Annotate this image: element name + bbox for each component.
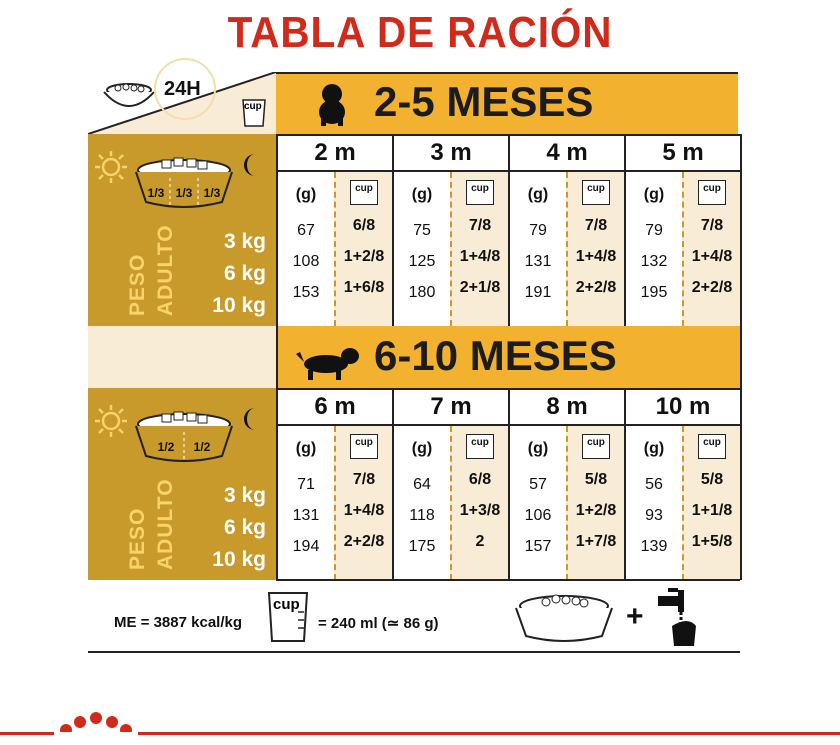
grams-header: (g) <box>643 440 665 457</box>
cup-label: cup <box>273 596 300 613</box>
grams-header: (g) <box>295 186 317 203</box>
cup-cell: 1+4/8 <box>343 502 385 519</box>
weight-axis-label: PESO ADULTO <box>126 478 177 570</box>
month-header-row <box>278 134 740 172</box>
fraction-label: 1/3 <box>175 186 193 200</box>
cup-header-icon <box>452 434 508 459</box>
measuring-cup-icon <box>266 590 310 644</box>
grams-cell: 57 <box>529 476 547 493</box>
month-column <box>278 172 392 326</box>
cup-header-icon <box>568 180 624 205</box>
water-tap-icon <box>654 586 702 655</box>
grams-cell: 131 <box>524 253 552 270</box>
left-spacer-6-10 <box>88 326 276 388</box>
cup-cell: 7/8 <box>700 217 724 234</box>
grams-cell: 106 <box>524 507 552 524</box>
plus-sign: + <box>626 600 644 633</box>
cup-cell: 1+4/8 <box>459 248 501 265</box>
cup-cell: 1+7/8 <box>575 533 617 550</box>
month-column <box>508 426 624 580</box>
cup-header-label: cup <box>350 180 378 205</box>
weight-axis-label: PESO ADULTO <box>126 224 177 316</box>
cup-cell: 1+4/8 <box>575 248 617 265</box>
month-label: 7 m <box>392 390 508 424</box>
cup-cell: 2+2/8 <box>691 279 733 296</box>
month-label: 4 m <box>508 136 624 170</box>
grams-header: (g) <box>411 186 433 203</box>
grams-cell: 56 <box>645 476 663 493</box>
bowl-halves-icon <box>132 410 236 464</box>
page-title: TABLA DE RACIÓN <box>227 8 613 57</box>
month-column <box>624 172 740 326</box>
cup-header-icon <box>336 180 392 205</box>
cup-cell: 6/8 <box>352 217 376 234</box>
cup-header-icon <box>684 434 740 459</box>
grams-cell: 64 <box>413 476 431 493</box>
cup-cell: 6/8 <box>468 471 492 488</box>
cup-cell: 2+1/8 <box>459 279 501 296</box>
cup-cell: 1+6/8 <box>343 279 385 296</box>
grams-cell: 125 <box>408 253 436 270</box>
cup-header-label: cup <box>582 180 610 205</box>
fraction-label: 1/3 <box>147 186 165 200</box>
food-bowl-icon <box>512 592 616 649</box>
month-label: 8 m <box>508 390 624 424</box>
sun-icon <box>94 404 128 443</box>
cup-icon <box>240 96 268 128</box>
cup-cell: 5/8 <box>584 471 608 488</box>
cup-equivalence: = 240 ml (≃ 86 g) <box>318 615 439 632</box>
grams-header: (g) <box>643 186 665 203</box>
cup-header-icon <box>684 180 740 205</box>
cup-icon-label: cup <box>244 101 262 112</box>
weight-label: 10 kg <box>212 294 266 317</box>
grams-cell: 108 <box>292 253 320 270</box>
grams-cell: 93 <box>645 507 663 524</box>
cup-header-label: cup <box>698 434 726 459</box>
grams-cell: 79 <box>645 222 663 239</box>
month-header-row <box>278 388 740 426</box>
month-column <box>624 426 740 580</box>
band-label: 6-10 MESES <box>374 332 617 379</box>
hours-label: 24H <box>164 78 201 100</box>
grams-cell: 194 <box>292 538 320 555</box>
weight-label: 3 kg <box>223 230 266 253</box>
weight-label: 6 kg <box>223 516 266 539</box>
weight-label: 6 kg <box>223 262 266 285</box>
fraction-label: 1/3 <box>203 186 221 200</box>
grams-cell: 157 <box>524 538 552 555</box>
cup-cell: 2 <box>475 533 485 550</box>
cup-cell: 1+4/8 <box>691 248 733 265</box>
grams-cell: 75 <box>413 222 431 239</box>
cup-header-icon <box>452 180 508 205</box>
moon-icon <box>240 406 262 437</box>
weight-label: 10 kg <box>212 548 266 571</box>
brand-crown-logo-icon <box>54 708 138 745</box>
cup-cell: 2+2/8 <box>343 533 385 550</box>
grams-cell: 71 <box>297 476 315 493</box>
grams-cell: 191 <box>524 284 552 301</box>
data-columns <box>278 172 740 326</box>
month-label: 3 m <box>392 136 508 170</box>
moon-icon <box>240 152 262 183</box>
cup-cell: 2+2/8 <box>575 279 617 296</box>
cup-cell: 5/8 <box>700 471 724 488</box>
cup-header-label: cup <box>698 180 726 205</box>
bowl-thirds-icon <box>132 156 236 210</box>
cup-header-icon <box>568 434 624 459</box>
grams-header: (g) <box>411 440 433 457</box>
puppy-icon <box>312 82 352 131</box>
grams-cell: 180 <box>408 284 436 301</box>
month-column <box>392 426 508 580</box>
month-column <box>508 172 624 326</box>
grams-header: (g) <box>527 440 549 457</box>
sun-icon <box>94 150 128 189</box>
cup-header-label: cup <box>466 180 494 205</box>
grams-cell: 67 <box>297 222 315 239</box>
ration-table-6-10 <box>276 388 742 580</box>
cup-header-label: cup <box>466 434 494 459</box>
cup-cell: 7/8 <box>352 471 376 488</box>
cup-cell: 1+5/8 <box>691 533 733 550</box>
cup-cell: 1+2/8 <box>343 248 385 265</box>
grams-cell: 132 <box>640 253 668 270</box>
fraction-label: 1/2 <box>193 440 211 454</box>
cup-cell: 1+2/8 <box>575 502 617 519</box>
grams-cell: 175 <box>408 538 436 555</box>
month-label: 2 m <box>314 139 356 166</box>
grams-cell: 139 <box>640 538 668 555</box>
month-label: 6 m <box>314 393 356 420</box>
data-columns <box>278 426 740 580</box>
month-column <box>278 426 392 580</box>
grams-cell: 153 <box>292 284 320 301</box>
month-column <box>392 172 508 326</box>
fraction-label: 1/2 <box>157 440 175 454</box>
grams-cell: 118 <box>409 507 435 524</box>
grams-cell: 131 <box>292 507 320 524</box>
grams-cell: 79 <box>529 222 547 239</box>
grams-header: (g) <box>527 186 549 203</box>
month-label: 10 m <box>624 390 740 424</box>
energy-label: ME = 3887 kcal/kg <box>114 614 242 631</box>
grams-header: (g) <box>295 440 317 457</box>
cup-header-label: cup <box>582 434 610 459</box>
cup-cell: 7/8 <box>584 217 608 234</box>
cup-cell: 7/8 <box>468 217 492 234</box>
band-label: 2-5 MESES <box>374 78 594 125</box>
cup-cell: 1+3/8 <box>459 502 501 519</box>
weight-label: 3 kg <box>223 484 266 507</box>
adult-dog-icon <box>296 344 362 385</box>
cup-header-icon <box>336 434 392 459</box>
ration-table-2-5 <box>276 134 742 326</box>
grams-cell: 195 <box>640 284 668 301</box>
food-bowl-icon <box>100 80 158 119</box>
cup-cell: 1+1/8 <box>691 502 733 519</box>
month-label: 5 m <box>624 136 740 170</box>
cup-header-label: cup <box>350 434 378 459</box>
